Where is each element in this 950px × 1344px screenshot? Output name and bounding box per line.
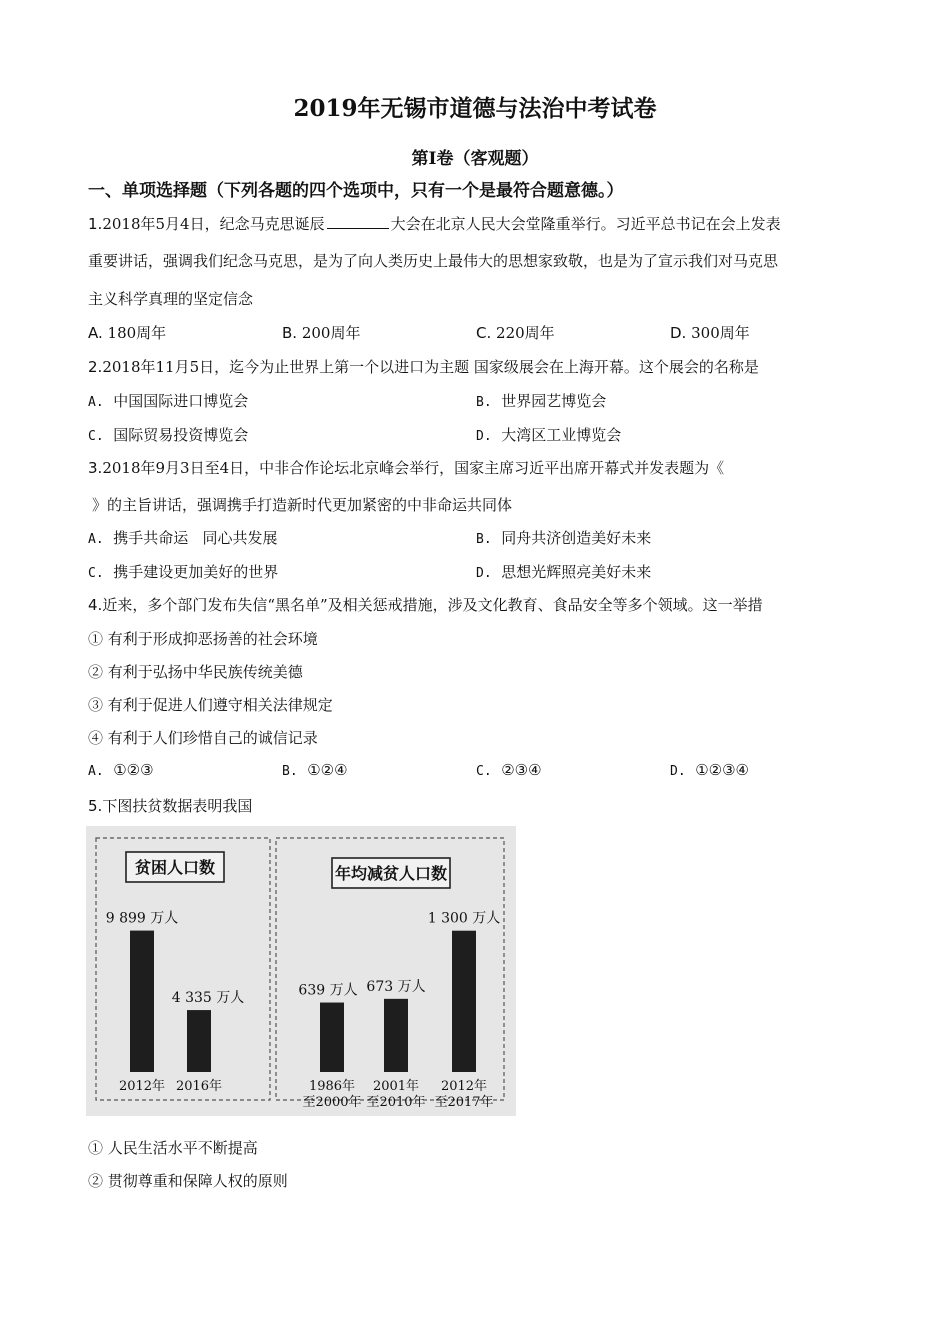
question-text: 2018年9月3日至4日，中非合作论坛北京峰会举行，国家主席习近平出席开幕式并发表题为《 (102, 459, 725, 477)
q3-option-b: B. 同舟共济创造美好未来 (476, 529, 652, 547)
page-title: 2019年无锡市道德与法治中考试卷 (293, 95, 657, 122)
bar-value-label: 1 300 万人 (427, 910, 501, 927)
q2-option-d: D. 大湾区工业博览会 (476, 426, 622, 444)
bar (187, 1010, 211, 1072)
q1-option-b: B. 200周年 (282, 324, 361, 342)
poverty-bar-charts (86, 826, 516, 1116)
question-4-line-1 (88, 594, 763, 615)
bar (130, 931, 154, 1072)
question-number: 3. (88, 459, 103, 477)
q1-option-d: D. 300周年 (670, 324, 750, 342)
bar (384, 999, 408, 1072)
q5-statement-2: ② 贯彻尊重和保障人权的原则 (88, 1172, 288, 1190)
question-number: 1. (88, 215, 103, 233)
q2-option-b: B. 世界园艺博览会 (476, 392, 607, 410)
q2-option-c: C. 国际贸易投资博览会 (88, 426, 249, 444)
question-number: 4. (88, 596, 103, 614)
bar-category-label: 2001年 (372, 1079, 420, 1094)
bar-value-label: 9 899 万人 (105, 910, 179, 927)
chart-title: 年均减贫人口数 (334, 864, 448, 883)
q4-option-b: B. ①②④ (282, 761, 348, 779)
question-text: 大会在北京人民大会堂隆重举行。习近平总书记在会上发表 (390, 215, 781, 233)
question-3-line-2: 》的主旨讲话，强调携手打造新时代更加紧密的中非命运共同体 (92, 496, 513, 514)
question-1-line-2: 重要讲话，强调我们纪念马克思，是为了向人类历史上最伟大的思想家致敬，也是为了宣示我们对马克思 (88, 252, 779, 270)
question-text: 2018年11月5日，迄今为止世界上第一个以进口为主题 国家级展会在上海开幕。这个展会的名称是 (102, 358, 759, 376)
section-heading: 一、单项选择题（下列各题的四个选项中，只有一个是最符合题意德。） (88, 181, 624, 201)
question-number: 5. (88, 797, 103, 815)
q4-statement-2: ② 有利于弘扬中华民族传统美德 (88, 663, 303, 681)
q4-option-c: C. ②③④ (476, 761, 542, 779)
q3-option-c: C. 携手建设更加美好的世界 (88, 563, 279, 581)
bar (452, 931, 476, 1072)
q3-option-a: A. 携手共命运 同心共发展 (88, 529, 278, 547)
q4-statement-4: ④ 有利于人们珍惜自己的诚信记录 (88, 729, 318, 747)
bar-category-label: 2012年 (440, 1079, 488, 1094)
q4-statement-3: ③ 有利于促进人们遵守相关法律规定 (88, 696, 333, 714)
q4-option-a: A. ①②③ (88, 761, 154, 779)
q4-statement-1: ① 有利于形成抑恶扬善的社会环境 (88, 630, 318, 648)
question-5-line-1 (88, 795, 252, 816)
question-number: 2. (88, 358, 103, 376)
question-3-line-1 (88, 457, 724, 478)
bar-category-label: 至2010年 (366, 1095, 426, 1110)
q1-option-c: C. 220周年 (476, 324, 555, 342)
volume-subtitle: 第Ⅰ卷（客观题） (411, 149, 539, 169)
bar (320, 1003, 344, 1072)
bar-category-label: 至2017年 (434, 1095, 494, 1110)
q1-option-a: A. 180周年 (88, 324, 167, 342)
poverty-data-figure (86, 826, 516, 1116)
bar-category-label: 1986年 (308, 1079, 356, 1094)
q4-option-d: D. ①②③④ (670, 761, 749, 779)
question-1-line-3: 主义科学真理的坚定信念 (88, 290, 254, 308)
q3-option-d: D. 思想光辉照亮美好未来 (476, 563, 652, 581)
answer-blank (327, 214, 389, 229)
bar-value-label: 4 335 万人 (171, 990, 245, 1007)
question-1-line-1 (88, 213, 781, 234)
q2-option-a: A. 中国国际进口博览会 (88, 392, 249, 410)
bar-category-label: 2012年 (118, 1079, 166, 1094)
bar-category-label: 至2000年 (302, 1095, 362, 1110)
question-text: 近来，多个部门发布失信“黑名单”及相关惩戒措施，涉及文化教育、食品安全等多个领域。这一举措 (102, 596, 763, 614)
bar-value-label: 639 万人 (298, 982, 358, 999)
question-2-line-1 (88, 356, 759, 377)
bar-category-label: 2016年 (175, 1079, 223, 1094)
bar-value-label: 673 万人 (366, 978, 426, 995)
chart-title: 贫困人口数 (134, 858, 216, 877)
question-text: 下图扶贫数据表明我国 (102, 797, 253, 815)
q5-statement-1: ① 人民生活水平不断提高 (88, 1139, 258, 1157)
question-text: 2018年5月4日，纪念马克思诞辰 (102, 215, 325, 233)
